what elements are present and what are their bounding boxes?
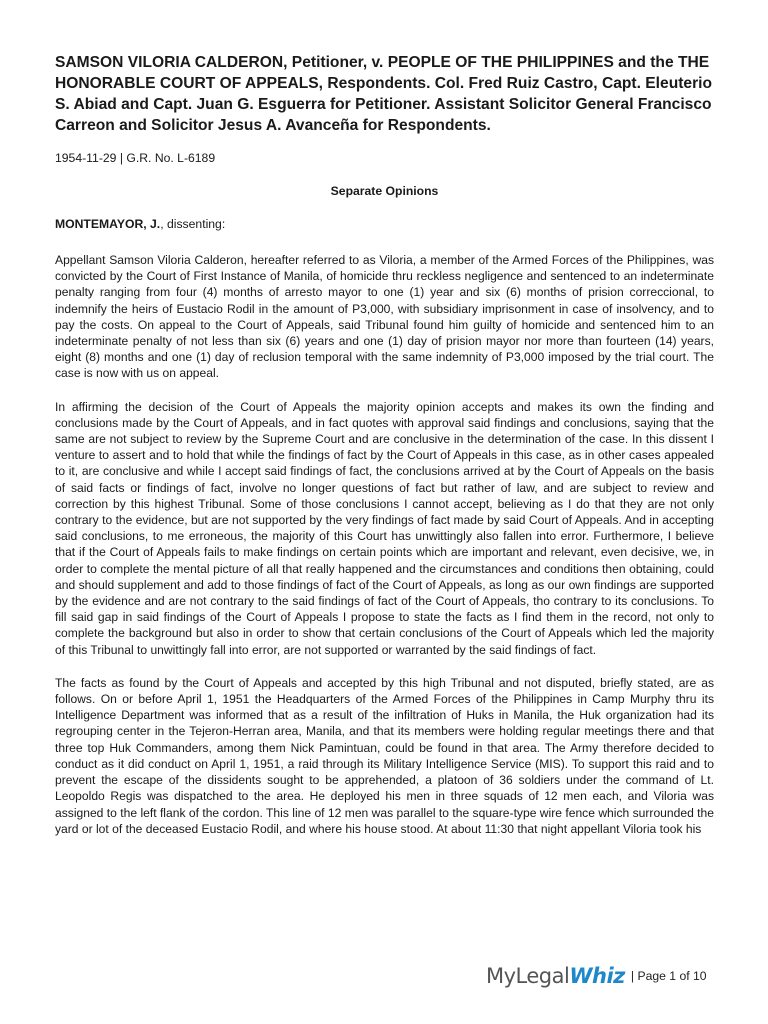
case-title: SAMSON VILORIA CALDERON, Petitioner, v. PEOPLE OF THE PHILIPPINES and the THE HONORABLE COURT OF APPEALS, Respondents. Col. Fred Ruiz Castro, Capt. Eleuterio S. Abiad and Capt. Juan G. Esguerra for Petitioner. Assistant Solicitor General Francisco Carreon and Solicitor Jesus A. Avanceña for Respondents. [55,54,713,134]
logo-whiz-text: Whiz [569,964,625,988]
logo-my-text: My [486,964,516,988]
document-page [55,52,714,854]
opinion-author: MONTEMAYOR, J. [55,217,161,231]
page-footer [486,962,707,990]
case-meta: 1954-11-29 | G.R. No. L-6189 [55,151,216,165]
mylegalwhiz-logo[interactable] [486,962,625,990]
paragraph: The facts as found by the Court of Appeals and accepted by this high Tribunal and not disputed, briefly stated, are as follows. On or before April 1, 1951 the Headquarters of the Armed Forces of the Philippines in Camp Murphy thru its Intelligence Department was informed that as a result of the infiltration of Huks in Manila, the Huk organization had its regrouping center in the Tejeron-Herran area, Manila, and that its members were holding regular meetings there and that three top Huk Commanders, among them Nick Pamintuan, could be found in that area. The Army therefore decided to conduct as it did conduct on April 1, 1951, a raid through its Military Intelligence Service (MIS). To support this raid and to prevent the escape of the dissidents sought to be apprehended, a platoon of 36 soldiers under the command of Lt. Leopoldo Regis was dispatched to the area. He deployed his men in three squads of 12 men each, and Viloria was assigned to the left flank of the cordon. This line of 12 men was parallel to the square-type wire fence which surrounded the yard or lot of the deceased Eustacio Rodil, and where his house stood. At about 11:30 that night appellant Viloria took his [55,675,714,836]
page-indicator: | Page 1 of 10 [630,969,707,983]
opinion-heading [55,216,714,232]
opinion-role: , dissenting: [160,217,226,231]
logo-legal-text: Legal [515,964,570,988]
section-heading: Separate Opinions [330,184,439,198]
paragraph: Appellant Samson Viloria Calderon, hereafter referred to as Viloria, a member of the Armed Forces of the Philippines, was convicted by the Court of First Instance of Manila, of homicide thru reckless negligence and sentenced to an indeterminate penalty ranging from four (4) months of arresto mayor to one (1) year and six (6) months of prision correccional, to indemnify the heirs of Eustacio Rodil in the amount of P3,000, with subsidiary imprisonment in case of insolvency, and to pay the costs. On appeal to the Court of Appeals, said Tribunal found him guilty of homicide and sentenced him to an indeterminate penalty of not less than six (6) years and one (1) day of prision mayor nor more than fourteen (14) years, eight (8) months and one (1) day of reclusion temporal with the same indemnity of P3,000 imposed by the trial court. The case is now with us on appeal. [55,253,714,381]
paragraph: In affirming the decision of the Court of Appeals the majority opinion accepts and makes its own the finding and conclusions made by the Court of Appeals, and in fact quotes with approval said findings and conclusions, saying that the same are not subject to review by the Supreme Court and are conclusive in the determination of the case. In this dissent I venture to assert and to hold that while the findings of fact by the Court of Appeals in this case, as in other cases appealed to it, are conclusive and while I accept said findings of fact, the conclusions arrived at by the Court of Appeals on the basis of said facts or findings of fact, involve no longer questions of fact but rather of law, and are subject to review and correction by this highest Tribunal. Some of those conclusions I cannot accept, believing as I do that they are not only contrary to the evidence, but are not supported by the very findings of fact made by said Court of Appeals. And in accepting said conclusions, to me erroneous, the majority of this Court has unwittingly also fallen into error. Furthermore, I believe that if the Court of Appeals fails to make findings on certain points which are important and relevant, even decisive, we, in order to complete the mental picture of all that really happened and the circumstances and conditions then obtaining, could and should supplement and add to those findings of fact of the Court of Appeals, as long as our own findings are supported by the evidence and are not contrary to the said findings of fact of the Court of Appeals, tho contrary to its conclusions. To fill said gap in said findings of the Court of Appeals I propose to state the facts as I find them in the record, not only to complete the background but also in order to show that certain conclusions of the Court of Appeals which led the majority of this Tribunal to unwittingly fall into error, are not supported or warranted by the said findings of fact. [55,399,714,657]
